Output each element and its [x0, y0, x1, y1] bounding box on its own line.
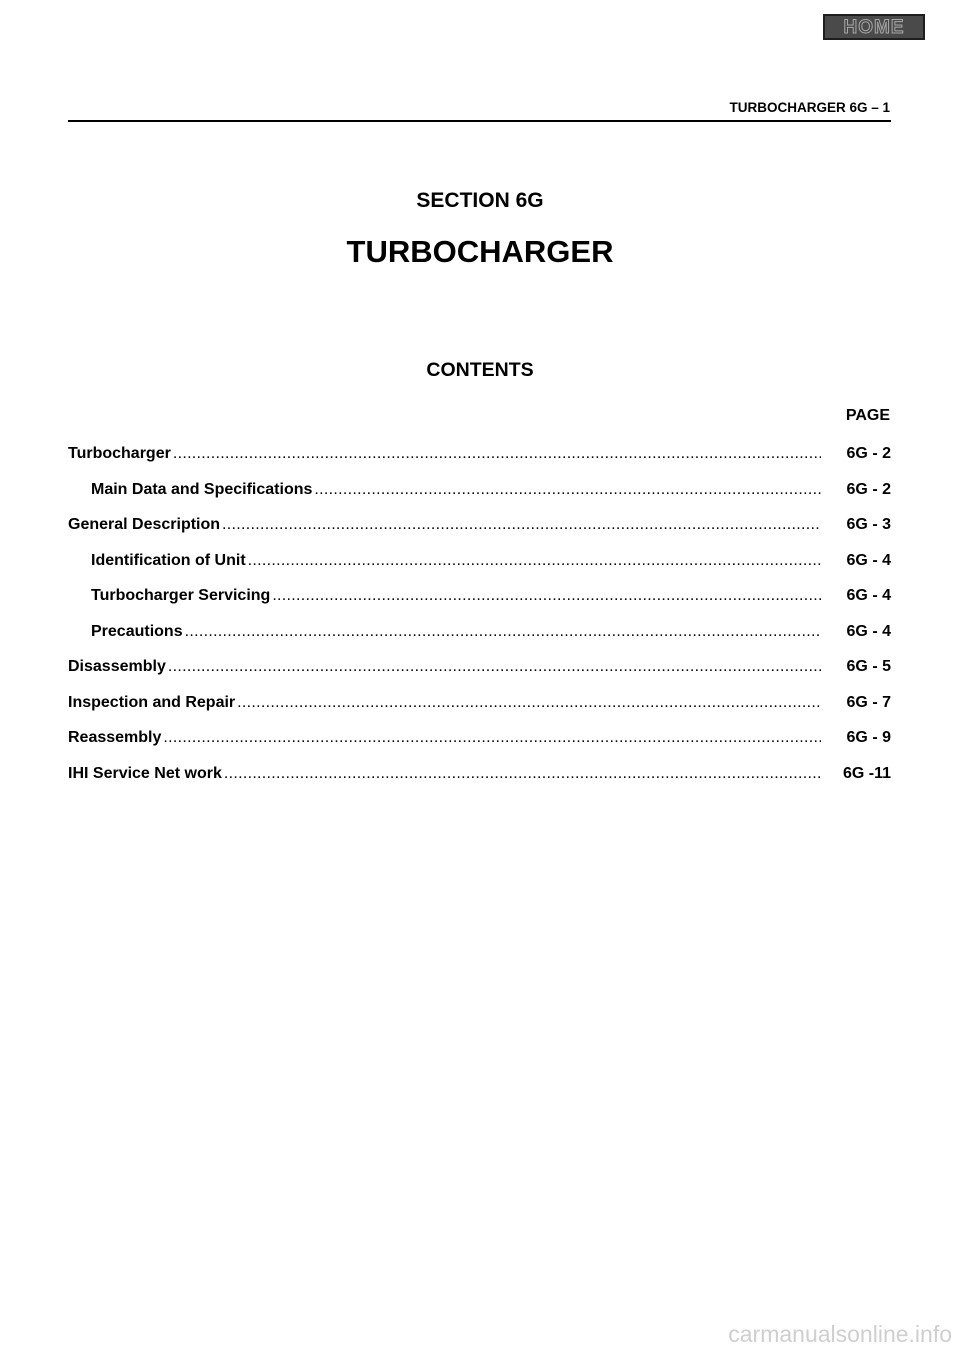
toc-entry-page: 6G - 4 — [846, 587, 891, 604]
header-divider — [68, 120, 891, 122]
contents-heading: CONTENTS — [426, 359, 534, 381]
running-header: TURBOCHARGER 6G – 1 — [729, 100, 890, 115]
toc-entry-page: 6G - 9 — [846, 729, 891, 746]
toc-entry-turbocharger[interactable] — [68, 442, 891, 478]
dot-leader — [270, 584, 821, 608]
toc-entry-title: General Description — [68, 516, 221, 533]
dot-leader — [220, 513, 821, 537]
page-column-label: PAGE — [845, 407, 890, 424]
toc-entry-main-data[interactable] — [68, 478, 891, 514]
toc-entry-ihi-service-network[interactable] — [68, 762, 891, 798]
toc-entry-reassembly[interactable] — [68, 726, 891, 762]
toc-entry-page: 6G -11 — [842, 764, 891, 782]
toc-entry-identification[interactable] — [68, 549, 891, 585]
toc-entry-title: Inspection and Repair — [68, 693, 236, 711]
dot-leader — [166, 655, 821, 679]
toc-entry-servicing[interactable] — [68, 584, 891, 620]
toc-entry-precautions[interactable] — [68, 620, 891, 656]
toc-entry-title: Main Data and Specifications — [91, 480, 313, 498]
section-label: SECTION 6G — [416, 189, 544, 212]
page-title: TURBOCHARGER — [346, 234, 614, 269]
home-button[interactable] — [823, 14, 925, 40]
toc-entry-title: IHI Service Net work — [68, 764, 222, 782]
toc-entry-page: 6G - 4 — [846, 551, 891, 569]
toc-entry-page: 6G - 2 — [846, 445, 891, 462]
toc-entry-page: 6G - 3 — [846, 516, 891, 533]
toc-entry-page: 6G - 7 — [846, 693, 891, 711]
toc-entry-page: 6G - 5 — [846, 658, 891, 675]
toc-entry-title: Turbocharger — [68, 445, 171, 462]
dot-leader — [171, 442, 821, 466]
toc-entry-title: Precautions — [91, 622, 183, 640]
table-of-contents — [68, 442, 891, 797]
toc-entry-disassembly[interactable] — [68, 655, 891, 691]
dot-leader — [235, 691, 821, 715]
toc-entry-title: Disassembly — [68, 658, 166, 675]
toc-entry-title: Reassembly — [68, 729, 162, 746]
toc-entry-page: 6G - 2 — [846, 480, 891, 498]
dot-leader — [246, 549, 821, 573]
dot-leader — [161, 726, 821, 750]
toc-entry-page: 6G - 4 — [846, 622, 891, 640]
dot-leader — [222, 762, 821, 786]
toc-entry-general-description[interactable] — [68, 513, 891, 549]
toc-entry-inspection-repair[interactable] — [68, 691, 891, 727]
home-button-label: HOME — [843, 16, 905, 38]
dot-leader — [183, 620, 821, 644]
toc-entry-title: Turbocharger Servicing — [91, 587, 271, 604]
watermark: carmanualsonline.info — [728, 1321, 952, 1347]
toc-entry-title: Identification of Unit — [91, 551, 246, 569]
dot-leader — [312, 478, 821, 502]
